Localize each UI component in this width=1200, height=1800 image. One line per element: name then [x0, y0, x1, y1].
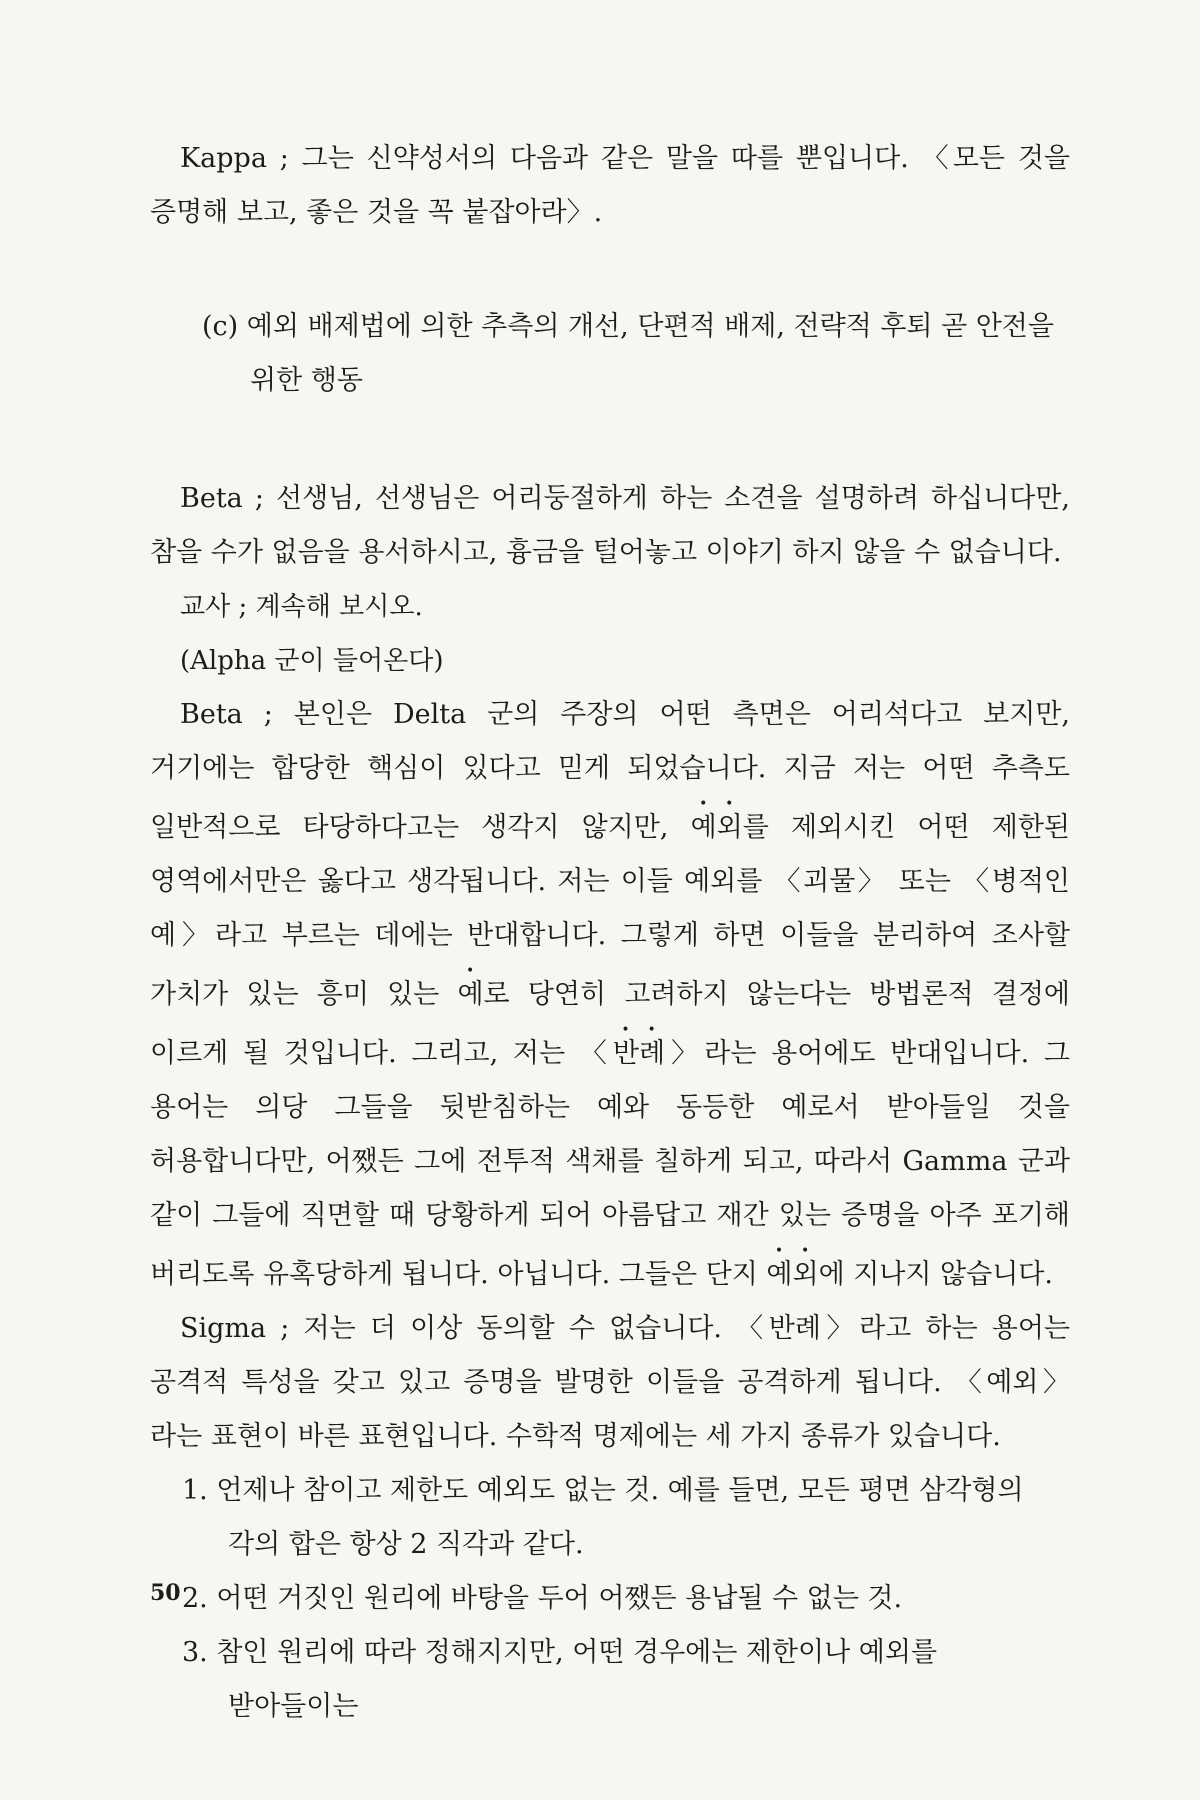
stage-direction: (Alpha 군이 들어온다): [180, 646, 444, 676]
sigma-paragraph: Sigma ; 저는 더 이상 동의할 수 없습니다. 〈반례〉라고 하는 용어는 공격적 특성을 갖고 있고 증명을 발명한 이들을 공격하게 됩니다. 〈예외〉라는 표현이 바른 표현입니다. 수학적 명제에는 세 가지 종류가 있습니다.: [150, 1313, 1070, 1452]
section-heading: (c) 예외 배제법에 의한 추측의 개선, 단편적 배제, 전략적 후퇴 곧 안전을 위한 행동: [202, 311, 1054, 396]
teacher-line: 교사 ; 계속해 보시오.: [180, 592, 423, 622]
beta-text-part4: 〉라는 용어에도 반대입니다. 그 용어는 의당 그들을 뒷받침하는 예와 동등한 예로서 받아들일 것을 허용합니다만, 어쨌든 그에 전투적 색채를 칠하게 되고, 따라서 Gamma 군과 같이 그들에 직면할 때 당황하게 되어 아름답고 재간 있는 증명을 아주 포기해 버리도록 유혹당하게 됩니다. 아닙니다. 그들은 단지: [150, 1038, 1070, 1290]
beta-text-part2: 를 제외시킨 어떤 제한된 영역에서만은 옳다고 생각됩니다. 저는 이들 예외를 〈괴물〉 또는 〈병적인 예〉라고 부르는 데에는 반대합니다. 그렇게 하면 이들을 분리하여 조사할 가치가 있는 흥미 있는: [150, 812, 1070, 1010]
emphasis-example: 예: [457, 979, 484, 1010]
beta-text-part3: 로 당연히 고려하지 않는다는 방법론적 결정에 이르게 될 것입니다. 그리고, 저는 〈: [150, 979, 1070, 1069]
kappa-paragraph: Kappa ; 그는 신약성서의 다음과 같은 말을 따를 뿐입니다. 〈모든 것을 증명해 보고, 좋은 것을 꼭 붙잡아라〉.: [150, 143, 1070, 228]
list-item-2: 2. 어떤 거짓인 원리에 바탕을 두어 어쨌든 용납될 수 없는 것.: [182, 1583, 903, 1614]
page-number: 50: [150, 1580, 181, 1606]
emphasis-exception-2: 예외: [766, 1259, 819, 1290]
list-item-1: 1. 언제나 참이고 제한도 예외도 없는 것. 예를 들면, 모든 평면 삼각형의 각의 합은 항상 2 직각과 같다.: [182, 1475, 1024, 1560]
list-item-3: 3. 참인 원리에 따라 정해지지만, 어떤 경우에는 제한이나 예외를 받아들이는: [182, 1637, 938, 1722]
beta-text-part1: Beta ; 본인은 Delta 군의 주장의 어떤 측면은 어리석다고 보지만, 거기에는 합당한 핵심이 있다고 믿게 되었습니다. 지금 저는 어떤 추측도 일반적으로 타당하다고는 생각지 않지만,: [150, 699, 1070, 843]
beta-paragraph-2: [150, 688, 1070, 1302]
beta-text-part5: 에 지나지 않습니다.: [818, 1259, 1053, 1290]
emphasis-counterexample: 반례: [612, 1038, 666, 1069]
beta-paragraph-1: Beta ; 선생님, 선생님은 어리둥절하게 하는 소견을 설명하려 하십니다만, 참을 수가 없음을 용서하시고, 흉금을 털어놓고 이야기 하지 않을 수 없습니다.: [150, 483, 1070, 568]
emphasis-exception-1: 예외: [690, 812, 743, 843]
